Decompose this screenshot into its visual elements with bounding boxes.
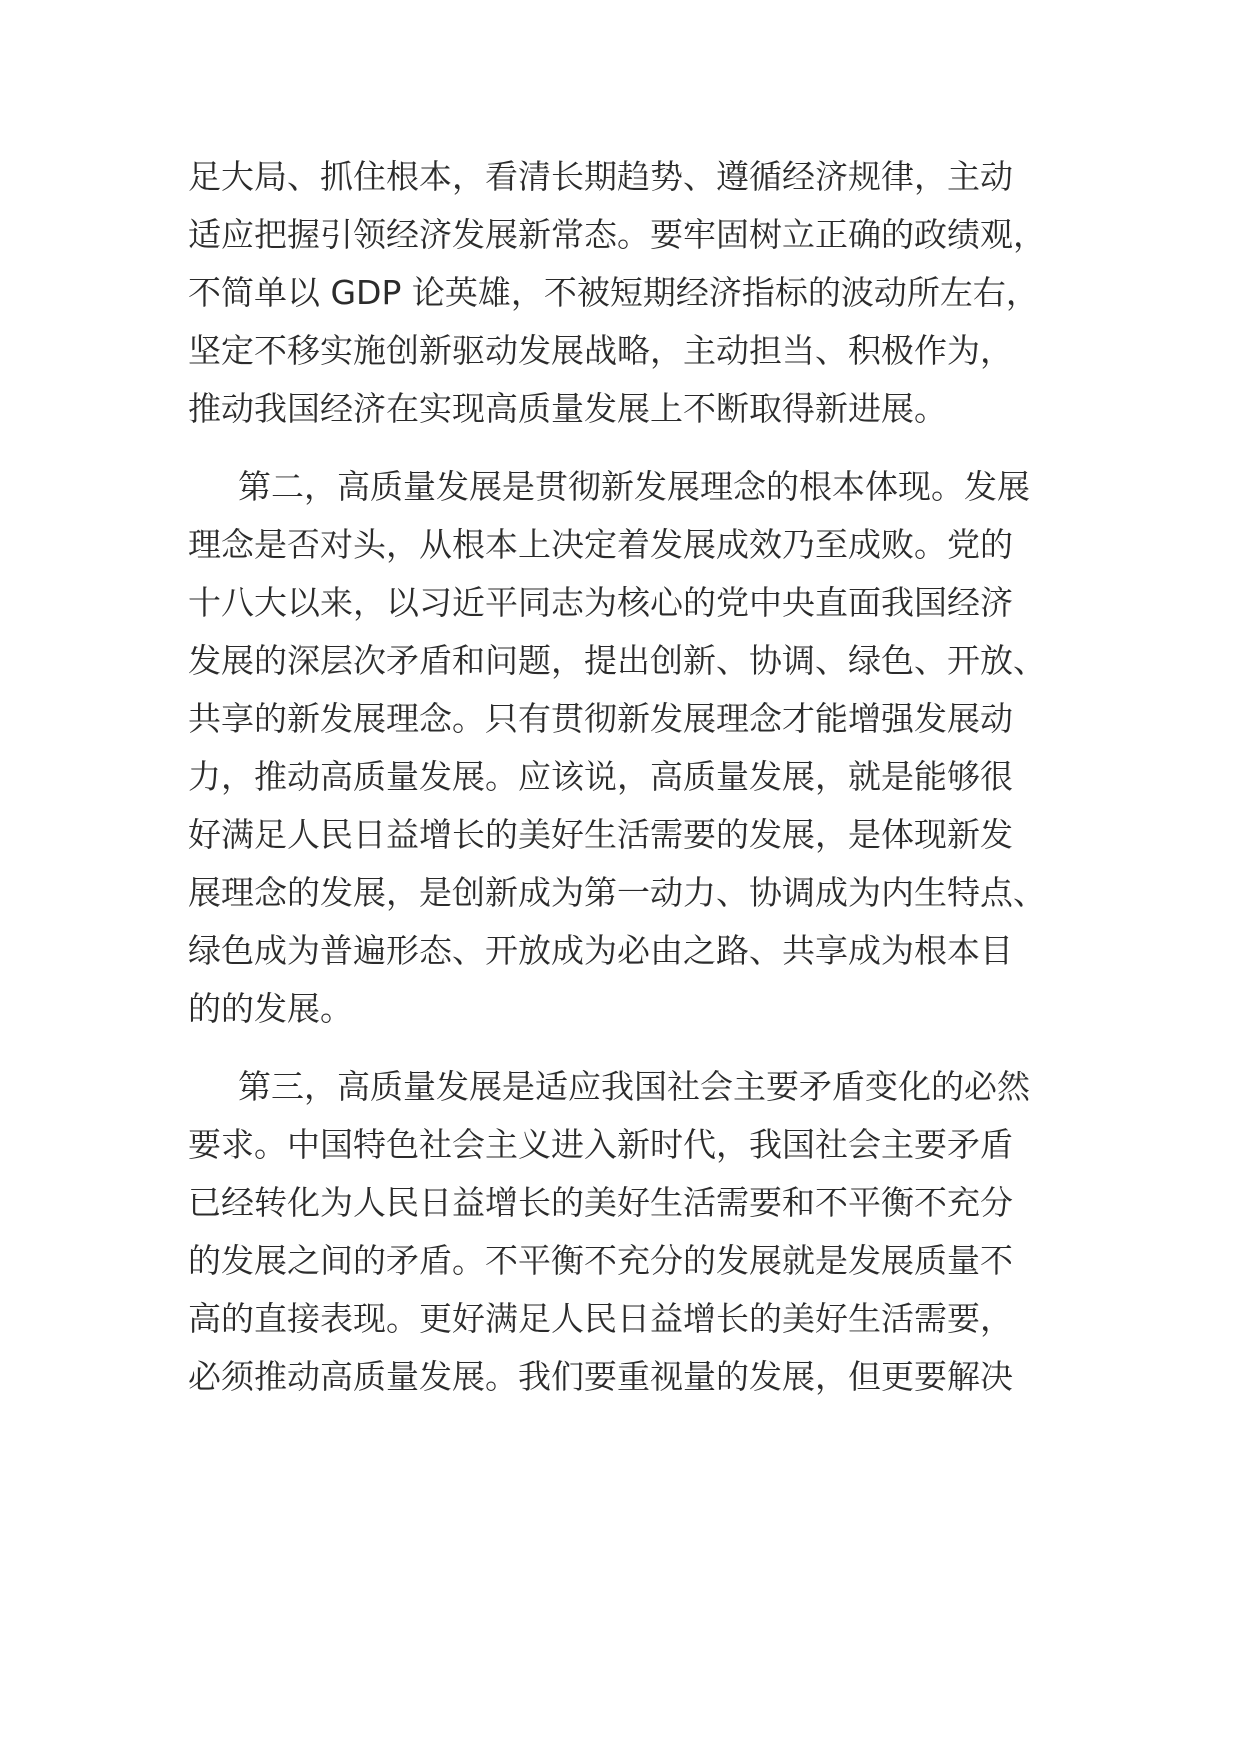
text-line: 要求。中国特色社会主义进入新时代，我国社会主要矛盾 [188,1125,1013,1164]
text-line: 力，推动高质量发展。应该说，高质量发展，就是能够很 [188,757,1013,796]
text-line: 展理念的发展，是创新成为第一动力、协调成为内生特点、 [188,873,1046,912]
text-line: 推动我国经济在实现高质量发展上不断取得新进展。 [188,389,947,428]
text-line: 绿色成为普遍形态、开放成为必由之路、共享成为根本目 [188,931,1013,970]
text-line: 第三，高质量发展是适应我国社会主要矛盾变化的必然 [238,1067,1030,1106]
text-line: 发展的深层次矛盾和问题，提出创新、协调、绿色、开放、 [188,641,1046,680]
text-line: 好满足人民日益增长的美好生活需要的发展，是体现新发 [188,815,1013,854]
text-line: 第二，高质量发展是贯彻新发展理念的根本体现。发展 [238,467,1030,506]
text-line: 共享的新发展理念。只有贯彻新发展理念才能增强发展动 [188,699,1013,738]
text-line: 不简单以 GDP 论英雄，不被短期经济指标的波动所左右， [188,273,1039,312]
text-line: 十八大以来，以习近平同志为核心的党中央直面我国经济 [188,583,1013,622]
text-line: 坚定不移实施创新驱动发展战略，主动担当、积极作为， [188,331,1013,370]
text-line: 适应把握引领经济发展新常态。要牢固树立正确的政绩观， [188,215,1046,254]
text-line: 足大局、抓住根本，看清长期趋势、遵循经济规律，主动 [188,157,1013,196]
text-line: 必须推动高质量发展。我们要重视量的发展，但更要解决 [188,1357,1013,1396]
text-line: 高的直接表现。更好满足人民日益增长的美好生活需要， [188,1299,1013,1338]
text-line: 已经转化为人民日益增长的美好生活需要和不平衡不充分 [188,1183,1013,1222]
text-line: 的发展之间的矛盾。不平衡不充分的发展就是发展质量不 [188,1241,1013,1280]
text-line: 的的发展。 [188,989,353,1028]
text-line: 理念是否对头，从根本上决定着发展成效乃至成败。党的 [188,525,1013,564]
